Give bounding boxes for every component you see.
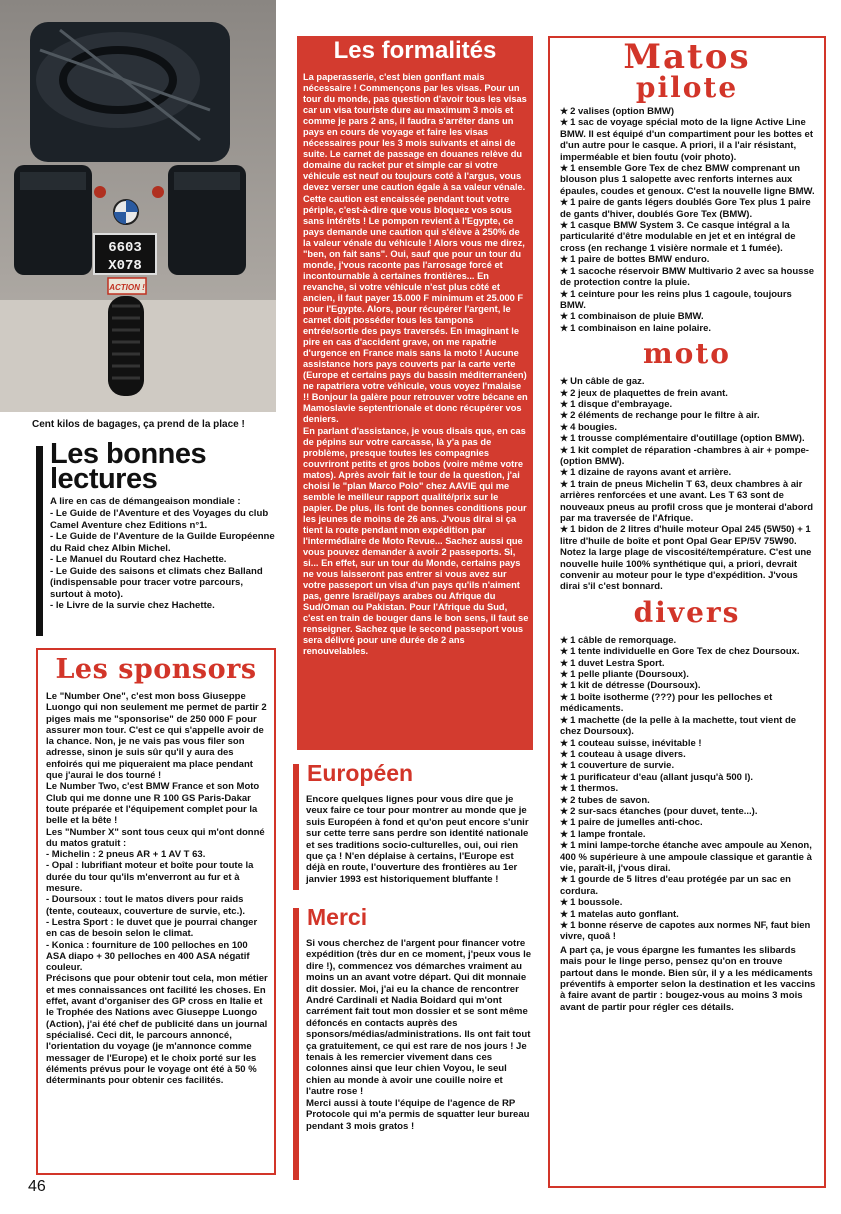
star-icon: ★ <box>560 376 569 387</box>
merci-title: Merci <box>307 904 368 930</box>
list-item-text: 1 bonne réserve de capotes aux normes NF, faut bien vivre, quoâ ! <box>560 920 811 943</box>
list-item <box>560 117 816 163</box>
star-icon: ★ <box>560 163 569 174</box>
list-item <box>560 909 816 920</box>
list-item-text: 2 jeux de plaquettes de frein avant. <box>570 387 728 399</box>
star-icon: ★ <box>560 117 569 128</box>
star-icon: ★ <box>560 387 569 398</box>
bonnes-lectures-section <box>36 438 276 642</box>
list-item-text: 1 gourde de 5 litres d'eau protégée par un sac en cordura. <box>560 874 791 897</box>
action-sticker: ACTION ! <box>109 283 145 292</box>
list-item-text: 1 sacoche réservoir BMW Multivario 2 avec sa housse de protection contre la pluie. <box>560 265 815 289</box>
list-item <box>560 254 816 265</box>
list-item-text: 1 mini lampe-torche étanche avec ampoule au Xenon, 400 % supérieure à une ampoule classique et garantie à vie, paraît-il, j'vous dirai. <box>560 840 812 874</box>
list-item <box>560 163 816 197</box>
sponsors-text: Le "Number One", c'est mon boss Giuseppe Luongo qui non seulement me permet de partir 2 piges mais me "sponsorise" de 250 000 F pour assurer mon tour. C'est ce qui s'appelle avoir de la chance. Non, je ne vais pas vous filer son adresse, sinon je suis sûr qu'il y aura des enfoirés qui me piqueraient ma place pendant que j'aurai le dos tourné ! Le Number Two, c'est BMW France et son Moto Club qui me donne une R 100 GS Paris-Dakar toute préparée et l'équipement complet pour la belle et la bête ! Les "Number X" sont tous ceux qui m'ont donné du matos gratuit : - Michelin : 2 pneus AR + 1 AV T 63. - Opal : lubrifiant moteur et boîte pour toute la durée du tour qu'ils m'enverront au fur et à mesure. - Doursoux : tout le matos divers pour raids (tente, couteaux, couverture de survie, etc.). - Lestra Sport : le duvet que je pourrai changer en cas de besoin selon le climat. - Konica : fourniture de 100 pelloches en 100 ASA diapo + 30 pelloches en 400 ASA négatif couleur. Précisons que pour obtenir tout cela, mon métier et mes connaissances ont facilité les choses. En effet, avant d'organiser des GP cross en Italie et le Trophée des Nations avec Giuseppe Luongo (Action), j'ai été chef de publicité dans un journal spécialisé. Ceci dit, le parcours annoncé, l'orientation du voyage (je m'annonce comme messager de l'Europe) et le choix porté sur les éléments prévus pour le voyage ont été à 50 % déterminants pour obtenir ces facilités. <box>46 691 268 1087</box>
list-item <box>560 715 816 738</box>
star-icon: ★ <box>560 771 569 782</box>
list-item-text: 1 thermos. <box>570 783 619 795</box>
plate-line-1: 6603 <box>108 240 142 256</box>
list-item <box>560 388 816 399</box>
list-item <box>560 479 816 525</box>
list-item <box>560 806 816 817</box>
list-item <box>560 376 816 387</box>
list-item-text: 1 matelas auto gonflant. <box>570 908 679 920</box>
formalites-box <box>297 36 533 750</box>
matos-box <box>548 36 826 1188</box>
star-icon: ★ <box>560 410 569 421</box>
lectures-intro: A lire en cas de démangeaison mondiale : <box>50 496 241 507</box>
list-item <box>560 692 816 715</box>
star-icon: ★ <box>560 197 569 208</box>
list-item <box>560 783 816 794</box>
star-icon: ★ <box>560 444 569 455</box>
lectures-title: Les bonnes lectures <box>50 438 207 495</box>
photo-caption: Cent kilos de bagages, ça prend de la place ! <box>32 419 245 430</box>
list-item <box>560 445 816 468</box>
list-item <box>560 467 816 478</box>
list-item <box>560 669 816 680</box>
section-bar <box>36 446 43 636</box>
list-item <box>560 433 816 444</box>
page-number: 46 <box>28 1178 46 1195</box>
europeen-title: Européen <box>307 760 414 786</box>
list-item <box>560 897 816 908</box>
list-item <box>560 738 816 749</box>
star-icon: ★ <box>560 840 569 851</box>
star-icon: ★ <box>560 398 569 409</box>
list-item <box>560 266 816 289</box>
star-icon: ★ <box>560 524 569 535</box>
star-icon: ★ <box>560 657 569 668</box>
star-icon: ★ <box>560 760 569 771</box>
list-item-text: 1 paire de jumelles anti-choc. <box>570 817 703 829</box>
list-item-text: 2 valises (option BMW) <box>570 106 675 117</box>
list-item-text: 1 machette (de la pelle à la machette, tout vient de chez Doursoux). <box>560 714 797 738</box>
list-item: - Le Guide de l'Aventure et des Voyages du club Camel Aventure chez Editions n°1. <box>50 508 269 531</box>
divers-title: divers <box>633 595 741 629</box>
star-icon: ★ <box>560 908 569 919</box>
list-item-text: 1 combinaison en laine polaire. <box>570 322 712 334</box>
star-icon: ★ <box>560 634 569 645</box>
list-item-text: 4 bougies. <box>570 421 618 433</box>
list-item-text: Un câble de gaz. <box>570 376 645 388</box>
list-item <box>560 635 816 646</box>
list-item-text: 1 boussole. <box>570 897 623 909</box>
list-item-text: 1 purificateur d'eau (allant jusqu'à 500 l). <box>570 771 754 783</box>
list-item-text: 1 lampe frontale. <box>570 828 646 840</box>
list-item <box>560 874 816 897</box>
list-item <box>560 658 816 669</box>
list-item <box>560 323 816 334</box>
list-item <box>560 760 816 771</box>
plate-line-2: X078 <box>108 258 142 274</box>
star-icon: ★ <box>560 322 569 333</box>
list-item <box>560 422 816 433</box>
lectures-list <box>50 508 278 612</box>
star-icon: ★ <box>560 920 569 930</box>
list-item-text: 1 duvet Lestra Sport. <box>570 657 665 669</box>
star-icon: ★ <box>560 478 569 489</box>
list-item-text: 1 pelle pliante (Doursoux). <box>570 669 689 681</box>
star-icon: ★ <box>560 311 569 322</box>
list-item-text: 1 paire de gants légers doublés Gore Tex plus 1 paire de gants d'hiver, doublés Gore Tex (BMW). <box>560 197 811 220</box>
sponsors-box <box>36 648 276 1175</box>
list-item-text: 1 kit de détresse (Doursoux). <box>570 680 701 692</box>
pilote-list <box>550 102 824 334</box>
star-icon: ★ <box>560 748 569 759</box>
list-item <box>560 817 816 828</box>
star-icon: ★ <box>560 805 569 816</box>
list-item-text: 1 paire de bottes BMW enduro. <box>570 254 710 266</box>
star-icon: ★ <box>560 714 569 725</box>
list-item <box>560 772 816 783</box>
list-item-text: 1 boîte isotherme (???) pour les pelloches et médicaments. <box>560 691 773 715</box>
list-item <box>560 680 816 691</box>
list-item: - Le Manuel du Routard chez Hachette. <box>50 554 227 565</box>
list-item-text: 1 trousse complémentaire d'outillage (option BMW). <box>570 433 805 445</box>
list-item-text: 1 dizaine de rayons avant et arrière. <box>570 467 732 479</box>
star-icon: ★ <box>560 669 569 680</box>
list-item-text: 1 ceinture pour les reins plus 1 cagoule, toujours BMW. <box>560 288 792 311</box>
list-item-text: 1 couteau suisse, inévitable ! <box>570 737 702 749</box>
star-icon: ★ <box>560 794 569 805</box>
list-item <box>560 311 816 322</box>
matos-outro: A part ça, je vous épargne les fumantes les slibards mais pour le linge perso, pensez qu'on en trouve partout dans le monde. Bien sûr, il y a les médicaments préventifs à emporter selon la destination et les vaccins à faire avant de partir : bougez-vous au moins 3 mois avant de partir pour régler ces détails. <box>560 944 816 1013</box>
list-item <box>560 106 816 117</box>
star-icon: ★ <box>560 646 569 657</box>
list-item-text: 1 ensemble Gore Tex de chez BMW comprenant un blouson plus 1 salopette avec renforts internes aux épaules, coudes et genoux. C'est la nouvelle ligne BMW. <box>560 163 815 197</box>
matos-title: Matos <box>623 37 751 77</box>
star-icon: ★ <box>560 106 569 116</box>
list-item-text: 2 éléments de rechange pour le filtre à air. <box>570 410 760 422</box>
list-item-text: 1 câble de remorquage. <box>570 634 677 646</box>
list-item: - Le Guide de l'Aventure de la Guilde Européenne du Raid chez Albin Michel. <box>50 531 275 554</box>
list-item-text: 1 couverture de survie. <box>570 760 675 772</box>
section-bar <box>293 908 299 1180</box>
list-item <box>560 220 816 254</box>
list-item <box>560 920 816 943</box>
list-item-text: 1 tente individuelle en Gore Tex de chez Doursoux. <box>570 646 800 658</box>
list-item <box>560 410 816 421</box>
list-item <box>560 197 816 220</box>
list-item-text: 1 couteau à usage divers. <box>570 748 686 760</box>
list-item <box>560 646 816 657</box>
star-icon: ★ <box>560 680 569 691</box>
list-item-text: 2 tubes de savon. <box>570 794 650 806</box>
formalites-title: Les formalités <box>333 37 497 64</box>
list-item <box>560 399 816 410</box>
star-icon: ★ <box>560 783 569 794</box>
formalites-text: La paperasserie, c'est bien gonflant mais nécessaire ! Commençons par les visas. Pour un tour du monde, pas question d'avoir tous les visas car un visa touriste dure au maximum 3 mois et comme je pars 2 ans, il faudra s'arrêter dans un pays en cours de voyage et faire les visas nécessaires pour les 3 mois suivants et ainsi de suite. Le carnet de passage en douanes relève du domaine du racket pur et simple car si votre véhicule est neuf ou toujours coté à l'argus, vous devez verser une caution égale à sa valeur vénale. Cette caution est encaissée pendant tout votre périple, c'est-à-dire que vous bloquez vos sous sans intérêts ! Le pompon revient à l'Egypte, ce pays demande une caution qui s'élève à 250% de la valeur vénale du véhicule ! Alors vous me direz, "ben, on fait sans". Oui, sauf que pour un tour du monde, j'vous raconte pas l'arrosage forcé et incontournable à certaines frontières... En revanche, si votre véhicule n'est plus côté et ancien, il faut payer 15.000 F minimum et 25.000 F pour l'Egypte. Alors, pour récupérer l'argent, le carnet doit posséder tous les tampons entrée/sortie des pays traversés. En imaginant le pire en cas d'accident grave, on me rapatrie d'urgence en France mais sans la moto ! Aucune assistance hors pays couverts par la carte verte (Europe et certains pays du bassin méditerranéen) ne rapatriera votre véhicule, vous voyez l'malaise !! Bonjour la galère pour retrouver votre bécane en Mamoslavie septentrionale et donc récupérer vos deniers. En parlant d'assistance, je vous disais que, en cas de pépins sur votre carcasse, là y'a pas de problème, presque toutes les compagnies couvriront petits et gros bobos (voire même votre matos). Après avoir fait le tour de la question, j'ai choisi le "plan Marco Polo" chez AAVIE qui me semble le meilleur rapport qualité/prix sur le papier. De plus, ils font de bonnes conditions pour les jeunes de moins de 26 ans. J'vous dirai si ça tient la route pendant mon expédition par l'intermédiaire de Moto Revue... Sachez aussi que vous pouvez demander à avoir 2 passeports. Si, si... En effet, sur un tour du Monde, certains pays ne vous laisseront pas entrer si vous avez sur votre passeport un visa d'un pays qu'ils n'aiment pas, genre Israël/pays arabes ou Afrique du Sud/Oman ou Pakistan. Pour l'Afrique du Sud, c'est en train de bouger dans le bon sens, il faut se renseigner. Sachez que le second passeport vous sera délivré pour une durée de 2 ans renouvelables. <box>303 72 529 657</box>
list-item-text: 1 disque d'embrayage. <box>570 398 673 410</box>
list-item-text: 1 casque BMW System 3. Ce casque intégral a la particularité d'être modulable en jet et en intégral de cross (en rechange 1 visière normale et 1 fumée). <box>560 220 796 254</box>
list-item: - le Livre de la survie chez Hachette. <box>50 600 215 611</box>
list-item-text: 1 train de pneus Michelin T 63, deux chambres à air arrières renforcées et une avant. Les T 63 sont de nouveaux pneus au profil cross que je monterai d'abord par ma traversée de l'Afrique. <box>560 478 814 524</box>
list-item <box>560 795 816 806</box>
divers-list <box>550 631 824 943</box>
star-icon: ★ <box>560 421 569 432</box>
list-item: - Le Guide des saisons et climats chez Balland (indispensable pour tracer votre parcours, surtout à moto). <box>50 565 263 600</box>
europeen-text: Encore quelques lignes pour vous dire que je veux faire ce tour pour montrer au monde que je suis Européen à fond et qu'on peut encore s'unir sur cette terre sans perdre son identité nationale et ses traditions socio-culturelles, oui, oui rien que ça ! N'en déplaise à certains, l'Europe est déjà en route, l'ouverture des frontières au 1er janvier 1993 est historiquement bluffante ! <box>306 794 529 885</box>
star-icon: ★ <box>560 467 569 478</box>
star-icon: ★ <box>560 737 569 748</box>
star-icon: ★ <box>560 828 569 839</box>
merci-text: Si vous cherchez de l'argent pour financer votre expédition (très dur en ce moment, j'peux vous le dire !), commencez vos démarches vraiment au moins un an avant votre départ. Qui dit monnaie dit dossier. Moi, j'ai eu la chance de rencontrer André Cardinali et Nadia Boidard qui m'ont carrément fait tout mon dossier et se sont même défoncés en contacts auprès des sponsors/médias/administrations. Ils ont fait tout ça gratuitement, ce qui est rare de nos jours ! Je tenais à les remercier vivement dans ces colonnes ainsi que leur chien Voyou, le seul chien au monde à avoir une couille noire et l'autre rose ! Merci aussi à toute l'équipe de l'agence de RP Protocole qui m'a permis de squatter leur bureau pendant 3 mois gratos ! <box>306 938 532 1132</box>
star-icon: ★ <box>560 874 569 885</box>
list-item <box>560 840 816 874</box>
sponsors-title: Les sponsors <box>55 654 257 685</box>
star-icon: ★ <box>560 288 569 299</box>
pilote-title: pilote <box>635 71 739 104</box>
list-item-text: 1 bidon de 2 litres d'huile moteur Opal 245 (5W50) + 1 litre d'huile de boîte et pont Opal Gear EP/5V 75W90. Notez la large plage de viscosité/température. C'est une nouvelle huile 100% synthétique qui, a priori, devrait convenir au moteur pour le type d'expédition. J'vous dirai s'il c'est bonnard. <box>560 524 812 593</box>
star-icon: ★ <box>560 691 569 702</box>
list-item <box>560 829 816 840</box>
list-item <box>560 289 816 312</box>
list-item <box>560 524 816 592</box>
star-icon: ★ <box>560 254 569 265</box>
star-icon: ★ <box>560 897 569 908</box>
motorcycle-luggage-illustration <box>0 0 276 412</box>
star-icon: ★ <box>560 433 569 444</box>
motorcycle-photo <box>0 0 276 412</box>
list-item-text: 2 sur-sacs étanches (pour duvet, tente...). <box>570 805 758 817</box>
list-item-text: 1 combinaison de pluie BMW. <box>570 311 704 323</box>
star-icon: ★ <box>560 817 569 828</box>
list-item <box>560 749 816 760</box>
moto-list <box>550 372 824 593</box>
list-item-text: 1 kit complet de réparation -chambres à air + pompe- (option BMW). <box>560 444 809 467</box>
section-bar <box>293 764 299 890</box>
star-icon: ★ <box>560 220 569 231</box>
list-item-text: 1 sac de voyage spécial moto de la ligne Active Line BMW. Il est équipé d'un compartiment pour les bottes et d'un autre pour le casque. A priori, il a l'air résistant, imperméable et bien foutu (voir photo). <box>560 117 813 163</box>
moto-title: moto <box>643 337 731 371</box>
star-icon: ★ <box>560 265 569 276</box>
